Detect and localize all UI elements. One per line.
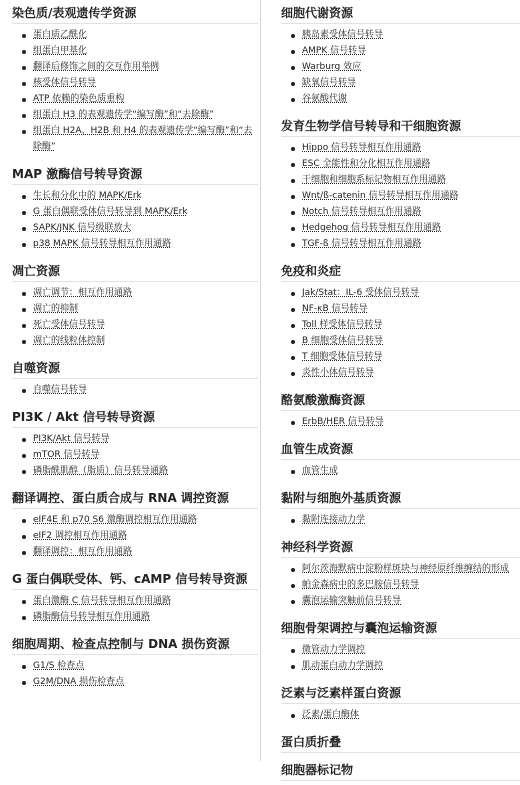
resource-section — [12, 258, 258, 355]
list-item — [289, 414, 520, 430]
list-item — [20, 59, 258, 75]
resource-link[interactable]: p38 MAPK 信号转导相互作用通路 — [33, 239, 172, 249]
resource-link-list — [281, 704, 520, 729]
resource-link[interactable]: 帕金森病中的多巴胺信号转导 — [302, 580, 420, 590]
list-item — [289, 204, 520, 220]
resource-link[interactable]: 组蛋白 H2A、H2B 和 H4 的表观遗传学“编写酶”和“去除酶” — [33, 126, 253, 152]
resource-link[interactable]: 缺氧信号转导 — [302, 78, 357, 88]
resource-section — [281, 680, 520, 729]
resource-link[interactable]: 组蛋白甲基化 — [33, 46, 88, 56]
column-divider — [260, 0, 261, 761]
list-item — [289, 301, 520, 317]
list-item — [20, 528, 258, 544]
section-title: 发育生物学信号转导和干细胞资源 — [281, 113, 520, 137]
resource-section — [12, 161, 258, 258]
section-spacer — [281, 781, 520, 785]
resource-link[interactable]: 凋亡调节：相互作用通路 — [33, 288, 133, 298]
resource-link[interactable]: 泛素/蛋白酶体 — [302, 710, 360, 720]
section-title: 细胞器标记物 — [281, 757, 520, 781]
section-title: 翻译调控、蛋白质合成与 RNA 调控资源 — [12, 485, 258, 509]
list-item — [20, 447, 258, 463]
resource-link[interactable]: 组蛋白 H3 的表观遗传学“编写酶”和“去除酶” — [33, 110, 214, 120]
resource-link[interactable]: 死亡受体信号转导 — [33, 320, 106, 330]
list-item — [289, 512, 520, 528]
list-item — [20, 204, 258, 220]
resource-link[interactable]: NF-κB 信号转导 — [302, 304, 368, 314]
list-item — [289, 658, 520, 674]
resource-link[interactable]: 蛋白质乙酰化 — [33, 30, 88, 40]
right-column — [268, 0, 520, 785]
section-title: 蛋白质折叠 — [281, 729, 520, 753]
list-item — [20, 317, 258, 333]
section-title: 自噬资源 — [12, 355, 258, 379]
resource-link-list — [12, 590, 258, 631]
list-item — [289, 27, 520, 43]
resource-link[interactable]: 阿尔茨海默病中淀粉样斑块与神经原纤维缠结的形成 — [302, 564, 510, 574]
resource-section — [12, 485, 258, 566]
list-item — [289, 561, 520, 577]
resource-link[interactable]: Hippo 信号转导相互作用通路 — [302, 143, 422, 153]
list-item — [20, 658, 258, 674]
resource-link[interactable]: Jak/Stat：IL-6 受体信号转导 — [302, 288, 420, 298]
section-title: 凋亡资源 — [12, 258, 258, 282]
resource-section — [281, 436, 520, 485]
resource-link[interactable]: SAPK/JNK 信号级联放大 — [33, 223, 132, 233]
section-title: G 蛋白偶联受体、钙、cAMP 信号转导资源 — [12, 566, 258, 590]
list-item — [20, 43, 258, 59]
resource-link-list — [281, 460, 520, 485]
resource-section — [281, 534, 520, 615]
resource-link[interactable]: 血管生成 — [302, 466, 339, 476]
left-column — [0, 0, 258, 696]
resource-link[interactable]: Toll 样受体信号转导 — [302, 320, 383, 330]
list-item — [289, 43, 520, 59]
resource-section — [281, 757, 520, 785]
resource-link[interactable]: 生长和分化中的 MAPK/Erk — [33, 191, 142, 201]
resource-link[interactable]: eIF4E 和 p70 S6 激酶调控相互作用通路 — [33, 515, 197, 525]
resource-section — [12, 631, 258, 696]
resource-link[interactable]: 黏附连接动力学 — [302, 515, 366, 525]
resource-section — [281, 615, 520, 680]
resource-link-list — [281, 509, 520, 534]
list-item — [289, 707, 520, 723]
list-item — [289, 236, 520, 252]
list-item — [20, 609, 258, 625]
resource-link[interactable]: ESC 全能性和分化相互作用通路 — [302, 159, 431, 169]
section-title: 黏附与细胞外基质资源 — [281, 485, 520, 509]
list-item — [289, 91, 520, 107]
list-item — [289, 577, 520, 593]
resource-link-list — [12, 282, 258, 355]
list-item — [20, 285, 258, 301]
list-item — [289, 642, 520, 658]
resource-section — [281, 729, 520, 757]
resource-link-list — [12, 185, 258, 258]
resource-link[interactable]: Hedgehog 信号转导相互作用通路 — [302, 223, 442, 233]
resource-link[interactable]: 炎性小体信号转导 — [302, 368, 375, 378]
list-item — [289, 172, 520, 188]
resource-link-list — [12, 655, 258, 696]
list-item — [20, 333, 258, 349]
list-item — [20, 27, 258, 43]
resource-link[interactable]: ATP 依赖的染色质重构 — [33, 94, 125, 104]
resource-link[interactable]: 核受体信号转导 — [33, 78, 97, 88]
list-item — [289, 317, 520, 333]
resource-link-list — [281, 411, 520, 436]
resource-link[interactable]: 肌动蛋白动力学调控 — [302, 661, 384, 671]
list-item — [289, 285, 520, 301]
list-item — [20, 236, 258, 252]
resource-link-list — [281, 639, 520, 680]
resource-link[interactable]: 自噬信号转导 — [33, 385, 88, 395]
list-item — [289, 156, 520, 172]
list-item — [289, 463, 520, 479]
section-title: 酪氨酸激酶资源 — [281, 387, 520, 411]
resource-link[interactable]: 蛋白激酶 C 信号转导相互作用通路 — [33, 596, 172, 606]
resource-link[interactable]: AMPK 信号转导 — [302, 46, 367, 56]
resource-link-list — [12, 24, 258, 161]
resource-link[interactable]: 磷脂酶信号转导相互作用通路 — [33, 612, 151, 622]
resource-section — [12, 355, 258, 404]
resource-link[interactable]: G1/S 检查点 — [33, 661, 85, 671]
resource-link[interactable]: 凋亡的抑制 — [33, 304, 79, 314]
list-item — [289, 59, 520, 75]
resource-section — [12, 404, 258, 485]
list-item — [20, 463, 258, 479]
resource-link[interactable]: PI3K/Akt 信号转导 — [33, 434, 110, 444]
list-item — [20, 512, 258, 528]
resource-link-list — [12, 428, 258, 485]
list-item — [20, 91, 258, 107]
section-title: 神经科学资源 — [281, 534, 520, 558]
list-item — [20, 593, 258, 609]
resource-link[interactable]: ErbB/HER 信号转导 — [302, 417, 384, 427]
resource-section — [281, 113, 520, 258]
resource-link[interactable]: Notch 信号转导相互作用通路 — [302, 207, 422, 217]
list-item — [20, 431, 258, 447]
list-item — [289, 349, 520, 365]
resource-link-list — [281, 24, 520, 113]
resource-link-list — [12, 509, 258, 566]
resource-link[interactable]: mTOR 信号转导 — [33, 450, 100, 460]
resource-link[interactable]: eIF2 调控相互作用通路 — [33, 531, 127, 541]
list-item — [20, 107, 258, 123]
resource-link[interactable]: TGF-ß 信号转导相互作用通路 — [302, 239, 422, 249]
section-title: 细胞周期、检查点控制与 DNA 损伤资源 — [12, 631, 258, 655]
section-title: 细胞骨架调控与囊泡运输资源 — [281, 615, 520, 639]
resource-link[interactable]: 磷脂酰肌醇（脂质）信号转导通路 — [33, 466, 169, 476]
resource-link[interactable]: Warburg 效应 — [302, 62, 362, 72]
list-item — [20, 188, 258, 204]
list-item — [20, 674, 258, 690]
list-item — [289, 220, 520, 236]
list-item — [20, 544, 258, 560]
resource-section — [12, 566, 258, 631]
section-title: PI3K / Akt 信号转导资源 — [12, 404, 258, 428]
section-title: 细胞代谢资源 — [281, 0, 520, 24]
section-title: 免疫和炎症 — [281, 258, 520, 282]
resource-link[interactable]: 囊泡运输突触前信号转导 — [302, 596, 402, 606]
resource-link-list — [281, 282, 520, 387]
section-title: 染色质/表观遗传学资源 — [12, 0, 258, 24]
resource-section — [281, 258, 520, 387]
resource-link-list — [281, 558, 520, 615]
section-title: 血管生成资源 — [281, 436, 520, 460]
list-item — [20, 75, 258, 91]
resource-link[interactable]: Wnt/ß-catenin 信号转导相互作用通路 — [302, 191, 459, 201]
list-item — [289, 593, 520, 609]
list-item — [289, 333, 520, 349]
section-title: MAP 激酶信号转导资源 — [12, 161, 258, 185]
resource-link[interactable]: T 细胞受体信号转导 — [302, 352, 383, 362]
resource-link[interactable]: G 蛋白偶联受体信号转导到 MAPK/Erk — [33, 207, 188, 217]
resource-link-list — [12, 379, 258, 404]
list-item — [289, 140, 520, 156]
resource-section — [12, 0, 258, 161]
resource-link[interactable]: 微管动力学调控 — [302, 645, 366, 655]
resource-link[interactable]: 翻译后修饰之间的交互作用举例 — [33, 62, 160, 72]
resource-link[interactable]: 翻译调控：相互作用通路 — [33, 547, 133, 557]
resource-link[interactable]: 谷氨酸代谢 — [302, 94, 348, 104]
list-item — [20, 123, 258, 155]
resource-link[interactable]: G2M/DNA 损伤检查点 — [33, 677, 125, 687]
resource-section — [281, 0, 520, 113]
list-item — [289, 365, 520, 381]
resource-link[interactable]: 干细胞和细胞系标记物相互作用通路 — [302, 175, 447, 185]
list-item — [289, 188, 520, 204]
list-item — [20, 382, 258, 398]
resource-link[interactable]: 胰岛素受体信号转导 — [302, 30, 384, 40]
resource-link-list — [281, 137, 520, 258]
list-item — [20, 220, 258, 236]
resource-link[interactable]: B 细胞受体信号转导 — [302, 336, 384, 346]
resource-section — [281, 387, 520, 436]
resource-section — [281, 485, 520, 534]
list-item — [20, 301, 258, 317]
section-title: 泛素与泛素样蛋白资源 — [281, 680, 520, 704]
resource-link[interactable]: 凋亡的线粒体控制 — [33, 336, 106, 346]
list-item — [289, 75, 520, 91]
